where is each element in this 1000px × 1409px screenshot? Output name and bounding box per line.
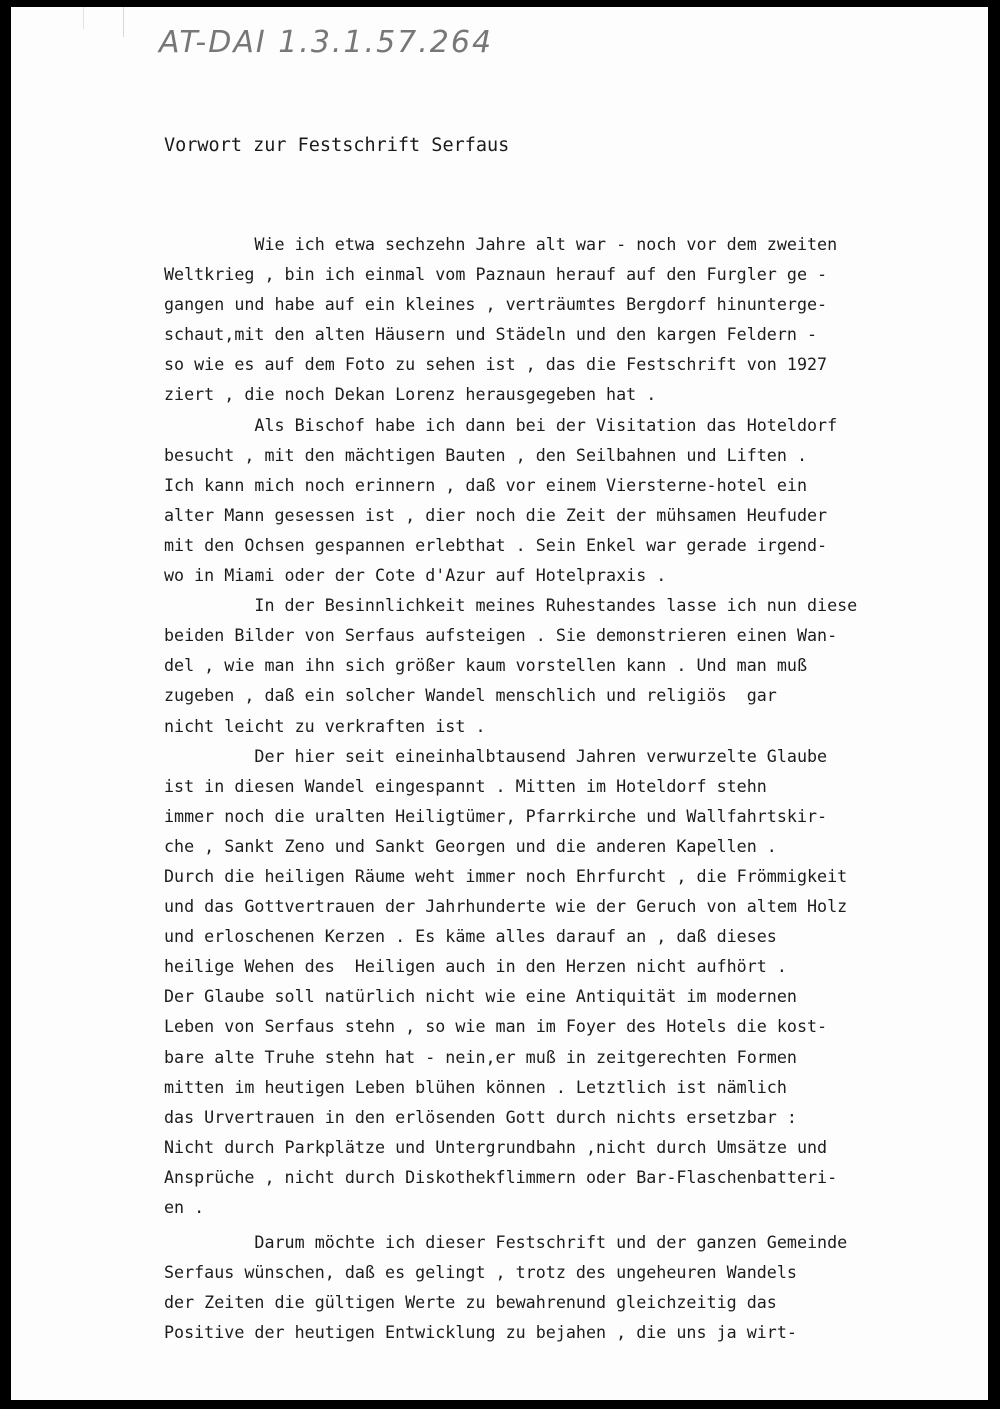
text-line: und erloschenen Kerzen . Es käme alles darauf an , daß dieses xyxy=(164,926,777,947)
document-page xyxy=(11,7,988,1400)
text-line: nicht leicht zu verkraften ist . xyxy=(164,715,486,736)
text-line: mitten im heutigen Leben blühen können . Letztlich ist nämlich xyxy=(164,1076,787,1097)
body-text xyxy=(164,229,984,1347)
text-line: In der Besinnlichkeit meines Ruhestandes lasse ich nun diese xyxy=(164,595,858,616)
text-line: Durch die heiligen Räume weht immer noch Ehrfurcht , die Frömmigkeit xyxy=(164,865,848,886)
text-line: ziert , die noch Dekan Lorenz herausgegeben hat . xyxy=(164,384,657,405)
text-line: Darum möchte ich dieser Festschrift und der ganzen Gemeinde xyxy=(164,1232,848,1253)
text-line: Positive der heutigen Entwicklung zu bejahen , die uns ja wirt- xyxy=(164,1322,797,1343)
text-line: wo in Miami oder der Cote d'Azur auf Hotelpraxis . xyxy=(164,565,667,586)
page-edge-mark xyxy=(123,7,124,37)
text-line: ist in diesen Wandel eingespannt . Mitten im Hoteldorf stehn xyxy=(164,775,767,796)
document-title: Vorwort zur Festschrift Serfaus xyxy=(164,135,510,156)
text-line: Weltkrieg , bin ich einmal vom Paznaun herauf auf den Furgler ge - xyxy=(164,264,828,285)
text-line: Als Bischof habe ich dann bei der Visitation das Hoteldorf xyxy=(164,414,838,435)
text-line: gangen und habe auf ein kleines , verträumtes Bergdorf hinunterge- xyxy=(164,294,828,315)
text-line: und das Gottvertrauen der Jahrhunderte wie der Geruch von altem Holz xyxy=(164,896,848,917)
page-edge-mark xyxy=(83,7,84,29)
text-line: mit den Ochsen gespannen erlebthat . Sein Enkel war gerade irgend- xyxy=(164,534,828,555)
text-line: immer noch die uralten Heiligtümer, Pfarrkirche und Wallfahrtskir- xyxy=(164,805,828,826)
text-line: Nicht durch Parkplätze und Untergrundbahn ,nicht durch Umsätze und xyxy=(164,1136,828,1157)
text-line: Der hier seit eineinhalbtausend Jahren verwurzelte Glaube xyxy=(164,745,828,766)
text-line: Leben von Serfaus stehn , so wie man im Foyer des Hotels die kost- xyxy=(164,1016,828,1037)
text-line: Ansprüche , nicht durch Diskothekflimmern oder Bar-Flaschenbatteri- xyxy=(164,1166,838,1187)
text-line: besucht , mit den mächtigen Bauten , den Seilbahnen und Liften . xyxy=(164,444,807,465)
text-line: Ich kann mich noch erinnern , daß vor einem Viersterne-hotel ein xyxy=(164,474,807,495)
text-line: beiden Bilder von Serfaus aufsteigen . Sie demonstrieren einen Wan- xyxy=(164,625,838,646)
text-line: heilige Wehen des Heiligen auch in den Herzen nicht aufhört . xyxy=(164,956,787,977)
text-line: schaut,mit den alten Häusern und Städeln und den kargen Feldern - xyxy=(164,324,818,345)
text-line: so wie es auf dem Foto zu sehen ist , das die Festschrift von 1927 xyxy=(164,354,828,375)
text-line: Serfaus wünschen, daß es gelingt , trotz des ungeheuren Wandels xyxy=(164,1262,797,1283)
text-line: Der Glaube soll natürlich nicht wie eine Antiquität im modernen xyxy=(164,986,797,1007)
archive-reference-stamp: AT-DAI 1.3.1.57.264 xyxy=(159,25,494,60)
text-line: Wie ich etwa sechzehn Jahre alt war - noch vor dem zweiten xyxy=(164,234,838,254)
text-line: che , Sankt Zeno und Sankt Georgen und die anderen Kapellen . xyxy=(164,835,777,856)
text-line: en . xyxy=(164,1197,205,1217)
text-line: bare alte Truhe stehn hat - nein,er muß in zeitgerechten Formen xyxy=(164,1046,797,1067)
text-line: zugeben , daß ein solcher Wandel menschlich und religiös gar xyxy=(164,685,777,706)
text-line: alter Mann gesessen ist , dier noch die Zeit der mühsamen Heufuder xyxy=(164,504,828,525)
text-line: der Zeiten die gültigen Werte zu bewahrenund gleichzeitig das xyxy=(164,1292,777,1313)
text-line: del , wie man ihn sich größer kaum vorstellen kann . Und man muß xyxy=(164,655,807,676)
text-line: das Urvertrauen in den erlösenden Gott durch nichts ersetzbar : xyxy=(164,1106,797,1127)
